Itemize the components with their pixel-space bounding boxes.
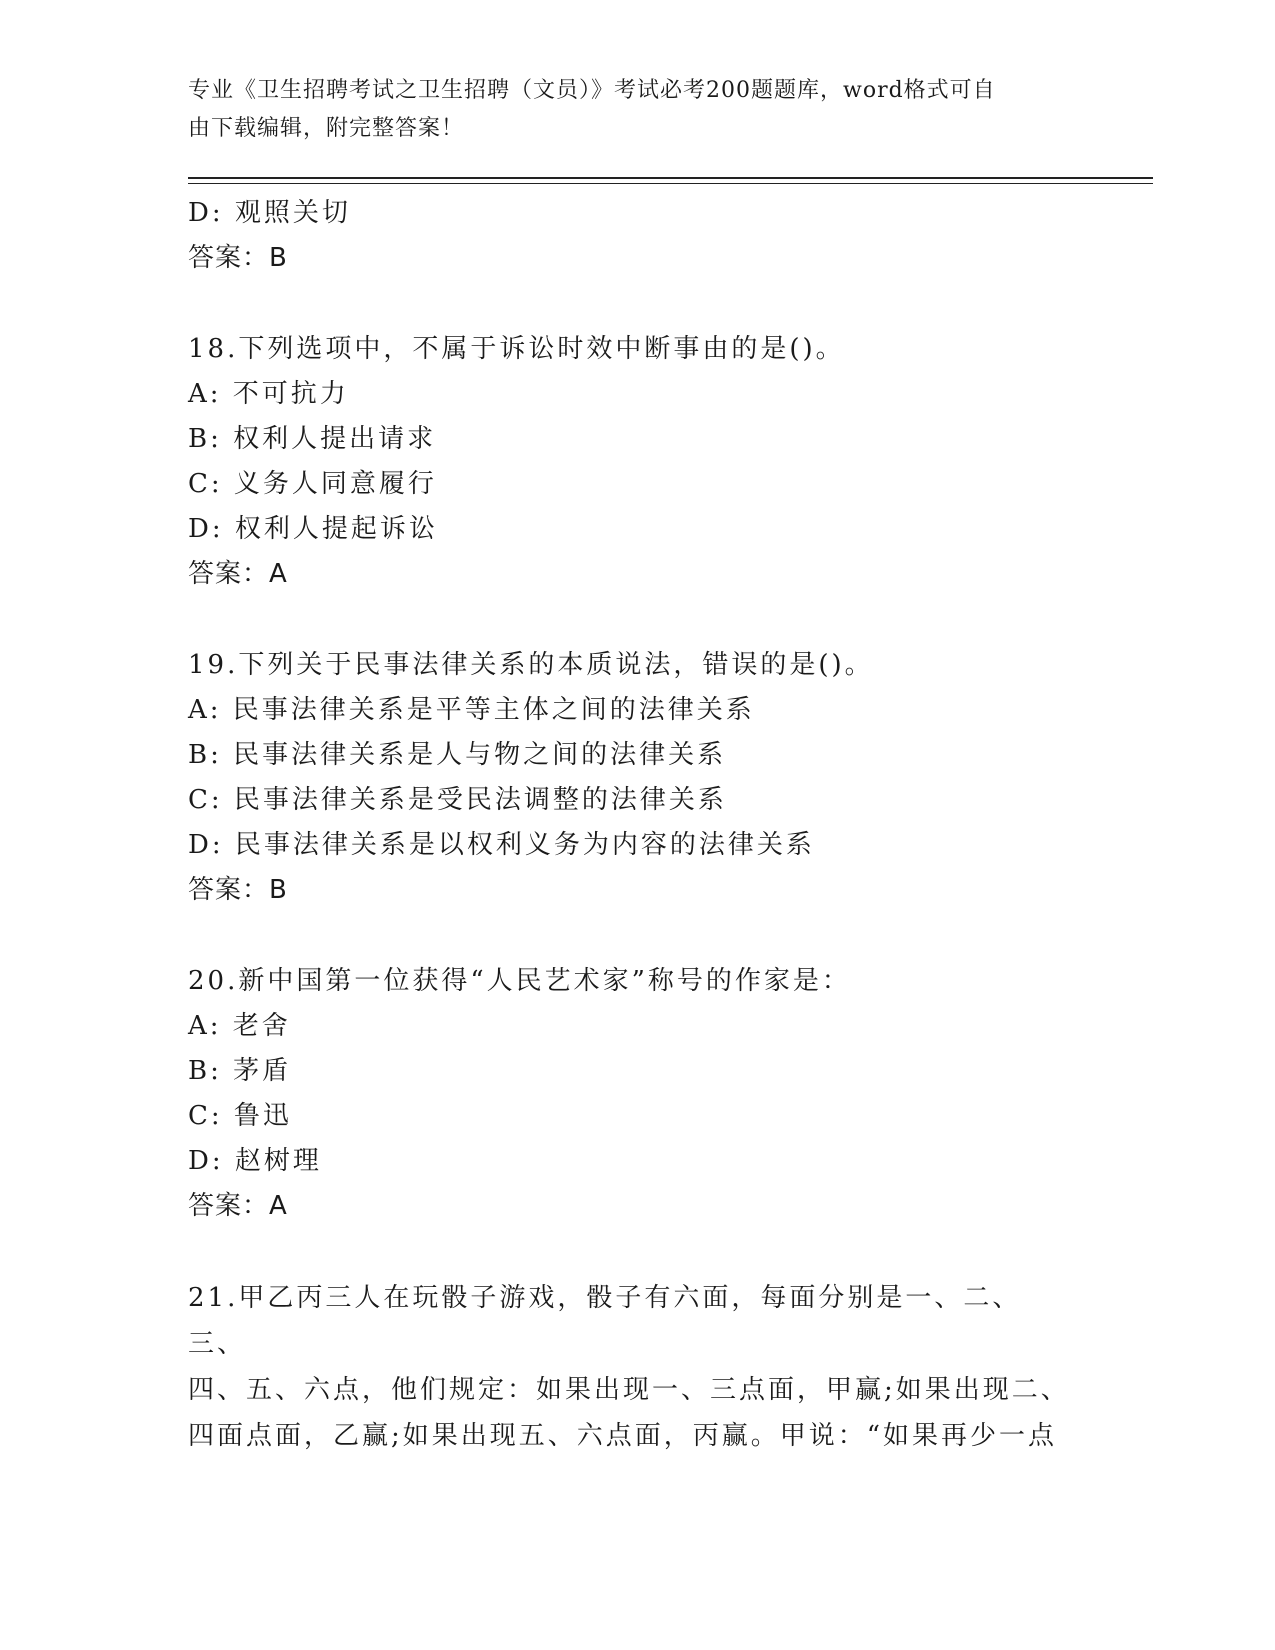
question-20-option-c: C: 鲁迅 [188,1101,292,1131]
header-line-2: 由下载编辑，附完整答案！ [188,116,465,141]
question-20-stem: 20.新中国第一位获得“人民艺术家”称号的作家是： [188,966,851,996]
question-21-line-2: 四、五、六点，他们规定：如果出现一、三点面，甲赢;如果出现二、 [188,1375,1070,1405]
question-21-stem [188,1275,1078,1459]
question-20-answer: 答案：A [188,1191,288,1221]
question-19-option-c: C: 民事法律关系是受民法调整的法律关系 [188,785,727,815]
question-19-stem: 19.下列关于民事法律关系的本质说法，错误的是()。 [188,650,874,680]
question-19-option-d: D: 民事法律关系是以权利义务为内容的法律关系 [188,830,815,860]
header-divider-thick [188,177,1153,179]
spacer [188,1229,1088,1275]
question-18-option-d: D: 权利人提起诉讼 [188,514,438,544]
question-19-option-b: B: 民事法律关系是人与物之间的法律关系 [188,740,727,770]
header-divider-thin [188,183,1153,184]
question-list [188,191,1088,1459]
question-18-stem: 18.下列选项中，不属于诉讼时效中断事由的是()。 [188,334,845,364]
question-18-option-b: B: 权利人提出请求 [188,424,437,454]
question-18-answer: 答案：A [188,559,288,589]
question-20-option-b: B: 茅盾 [188,1056,292,1086]
prev-answer: 答案：B [188,243,288,273]
spacer [188,913,1088,959]
spacer [188,597,1088,643]
spacer [188,281,1088,327]
question-19-answer: 答案：B [188,875,288,905]
document-header [188,72,1068,148]
question-20-option-a: A: 老舍 [188,1011,291,1041]
question-21-line-1: 21.甲乙丙三人在玩骰子游戏，骰子有六面，每面分别是一、二、三、 [188,1283,1022,1359]
header-line-1: 专业《卫生招聘考试之卫生招聘（文员）》考试必考200题题库，word格式可自 [188,78,996,103]
question-18-option-c: C: 义务人同意履行 [188,469,437,499]
question-21-line-3: 四面点面，乙赢;如果出现五、六点面，丙赢。甲说：“如果再少一点 [188,1421,1058,1451]
question-20-option-d: D: 赵树理 [188,1146,322,1176]
question-19-option-a: A: 民事法律关系是平等主体之间的法律关系 [188,695,755,725]
question-18-option-a: A: 不可抗力 [188,379,349,409]
prev-option-d: D: 观照关切 [188,198,351,228]
